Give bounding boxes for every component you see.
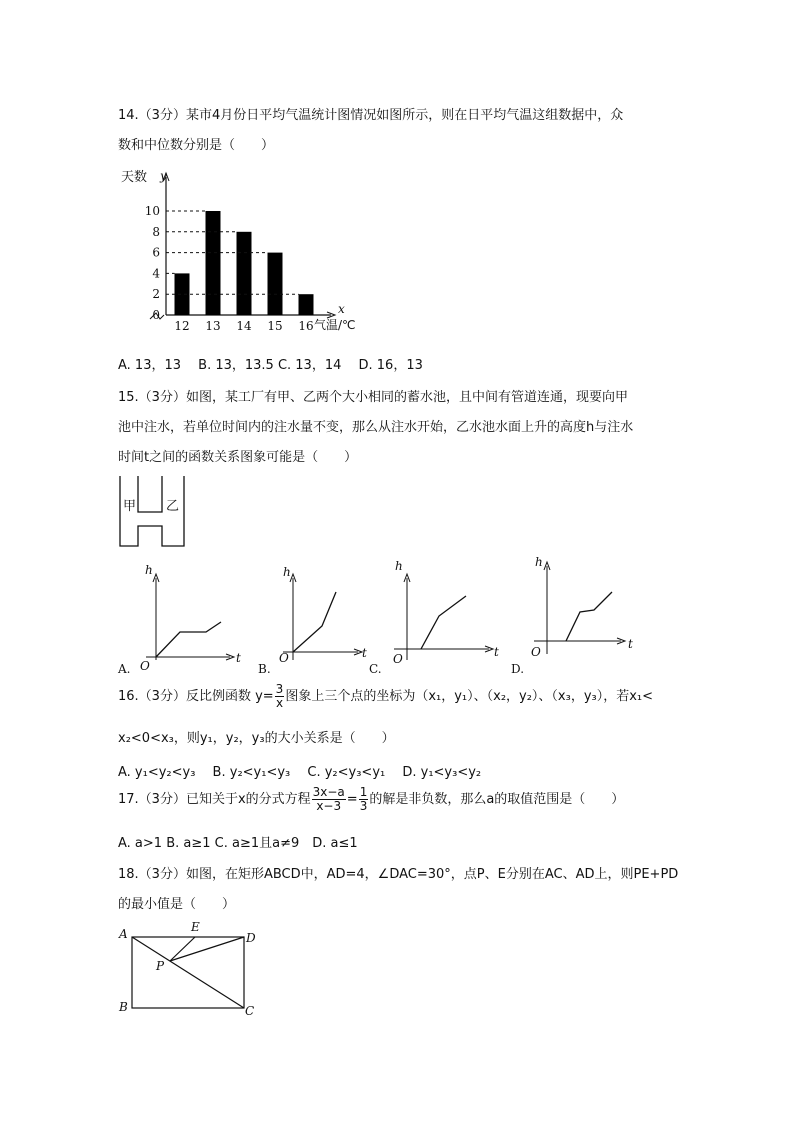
x-tick-label: 14 — [236, 319, 252, 333]
vertex-c-label: C — [245, 1004, 255, 1018]
y-tick-label: 6 — [152, 245, 160, 260]
origin-label: O — [279, 651, 289, 665]
x-tick-label: 12 — [174, 319, 190, 333]
q15-graph-a — [118, 560, 258, 680]
q17-lhs-den: x−3 — [316, 799, 342, 813]
q17-lhs-fraction — [312, 786, 346, 813]
y-tick-label: 8 — [152, 224, 160, 239]
x-tick-label: 15 — [267, 319, 283, 333]
q17-stem — [118, 786, 624, 813]
q17-prefix: 17.（3分）已知关于x的分式方程 — [118, 792, 311, 807]
bar-16 — [299, 294, 314, 315]
axis-t-label: t — [628, 637, 633, 651]
bar-13 — [206, 211, 221, 315]
y-tick-label: 10 — [144, 204, 160, 218]
q15-graph-d — [509, 548, 659, 676]
q15-stem-line2: 池中注水，若单位时间内的注水量不变，那么从注水开始，乙水池水面上升的高度h与注水 — [118, 420, 634, 435]
axis-h-label: h — [535, 555, 543, 569]
q14-stem-line1: 14.（3分）某市4月份日平均气温统计图情况如图所示，则在日平均气温这组数据中，众 — [118, 108, 624, 123]
q14-bar-chart — [118, 165, 378, 335]
tank-right-label: 乙 — [166, 499, 180, 514]
y-tick-label: 2 — [152, 287, 160, 302]
bar-15 — [268, 253, 283, 315]
q18-rectangle-diagram — [118, 920, 278, 1020]
origin-label: O — [393, 652, 403, 666]
q17-rhs-num: 1 — [359, 785, 368, 799]
q16-prefix: 16.（3分）反比例函数 y= — [118, 689, 274, 704]
q18-stem-line1: 18.（3分）如图，在矩形ABCD中，AD=4，∠DAC=30°，点P、E分别在AC、AD上，则PE+PD — [118, 867, 679, 882]
q16-stem-line2: x₂<0<x₃，则y₁，y₂，y₃的大小关系是（ ） — [118, 731, 395, 746]
chart-y-axis-title: 天数 — [121, 170, 148, 185]
chart-x-axis-var: x — [338, 302, 345, 316]
q16-options: A. y₁<y₂<y₃ B. y₂<y₁<y₃ C. y₂<y₃<y₁ D. y₁<y₃<y₂ — [118, 765, 482, 780]
y-tick-label: 4 — [152, 266, 160, 281]
origin-label: O — [531, 645, 541, 659]
option-b-label: B. — [258, 662, 271, 676]
axis-h-label: h — [395, 559, 403, 573]
axis-t-label: t — [236, 651, 241, 665]
q16-stem-line1 — [118, 683, 653, 710]
vertex-b-label: B — [119, 1000, 128, 1014]
q17-eq: = — [346, 792, 358, 807]
q15-tank-diagram — [118, 474, 198, 554]
point-p-label: P — [156, 959, 165, 973]
option-a-label: A. — [118, 662, 131, 676]
q16-frac-den: x — [275, 696, 284, 710]
y-tick-label: 0 — [152, 308, 160, 322]
q16-suffix: 图象上三个点的坐标为（x₁，y₁）、（x₂，y₂）、（x₃，y₃），若x₁< — [285, 689, 654, 704]
q16-fraction — [275, 683, 285, 710]
q17-lhs-num: 3x−a — [312, 785, 345, 799]
x-tick-label: 16 — [298, 319, 314, 333]
option-d-label: D. — [511, 662, 525, 676]
chart-x-axis-title: 气温/℃ — [314, 318, 356, 332]
q17-rhs-den: 3 — [359, 799, 368, 813]
vertex-d-label: D — [246, 931, 256, 945]
axis-h-label: h — [283, 565, 291, 579]
q16-frac-num: 3 — [275, 682, 284, 696]
axis-t-label: t — [494, 645, 499, 659]
tank-left-label: 甲 — [123, 499, 137, 514]
q15-graph-c — [369, 560, 509, 680]
q15-stem-line3: 时间t之间的函数关系图象可能是（ ） — [118, 450, 358, 465]
q14-options: A. 13，13 B. 13，13.5 C. 13，14 D. 16，13 — [118, 358, 423, 373]
q15-stem-line1: 15.（3分）如图，某工厂有甲、乙两个大小相同的蓄水池，且中间有管道连通，现要向甲 — [118, 390, 628, 405]
q17-rhs-fraction — [359, 786, 369, 813]
q17-suffix: 的解是非负数，那么a的取值范围是（ ） — [369, 792, 625, 807]
bar-14 — [237, 232, 252, 315]
q14-stem-line2: 数和中位数分别是（ ） — [118, 138, 275, 153]
origin-label: O — [140, 659, 150, 673]
point-e-label: E — [191, 920, 200, 934]
vertex-a-label: A — [119, 927, 128, 941]
axis-t-label: t — [362, 646, 367, 660]
x-tick-label: 13 — [205, 319, 221, 333]
option-c-label: C. — [369, 662, 382, 676]
q18-stem-line2: 的最小值是（ ） — [118, 897, 236, 912]
bar-12 — [175, 273, 190, 315]
axis-h-label: h — [145, 563, 153, 577]
chart-y-axis-var: y — [160, 169, 167, 183]
q17-options: A. a>1 B. a≥1 C. a≥1且a≠9 D. a≤1 — [118, 836, 358, 851]
